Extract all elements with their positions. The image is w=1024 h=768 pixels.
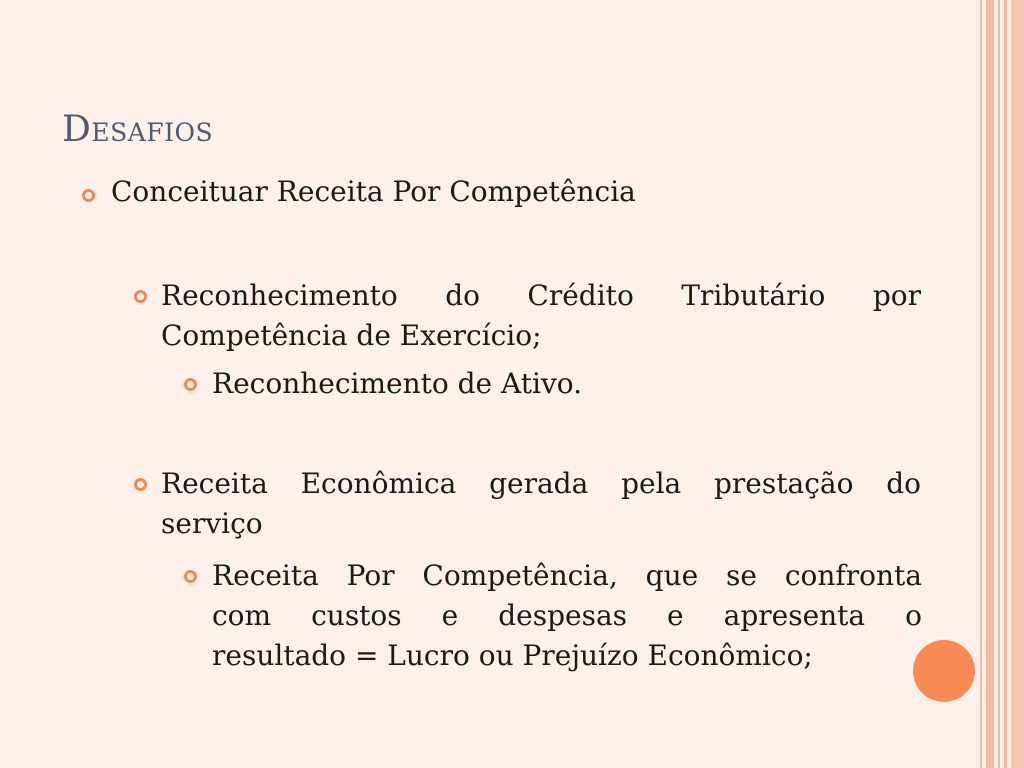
bullet-text: Reconhecimento de Ativo. xyxy=(212,367,583,400)
bullet-text: Reconhecimento do Crédito Tributário por xyxy=(161,279,921,312)
circle-bullet-icon xyxy=(184,378,197,391)
slide-title: Desafios xyxy=(62,109,214,150)
bullet-text: Competência de Exercício; xyxy=(161,319,542,352)
bullet-text: Receita Por Competência, que se confronta xyxy=(212,559,922,592)
bullet-item xyxy=(111,172,931,212)
circle-bullet-icon xyxy=(134,290,147,303)
bullet-text: Receita Econômica gerada pela prestação do xyxy=(161,467,921,500)
bullet-item xyxy=(161,276,921,356)
accent-dot xyxy=(913,640,975,702)
bullet-text: Conceituar Receita Por Competência xyxy=(111,175,636,208)
bullet-text: serviço xyxy=(161,507,263,540)
circle-bullet-icon xyxy=(184,570,197,583)
bullet-item xyxy=(212,556,922,676)
bullet-text: com custos e despesas e apresenta o xyxy=(212,599,922,632)
bullet-item xyxy=(161,464,921,544)
bullet-item xyxy=(212,364,922,404)
circle-bullet-icon xyxy=(82,189,95,202)
bullet-text: resultado = Lucro ou Prejuízo Econômico; xyxy=(212,639,813,672)
circle-bullet-icon xyxy=(134,478,147,491)
